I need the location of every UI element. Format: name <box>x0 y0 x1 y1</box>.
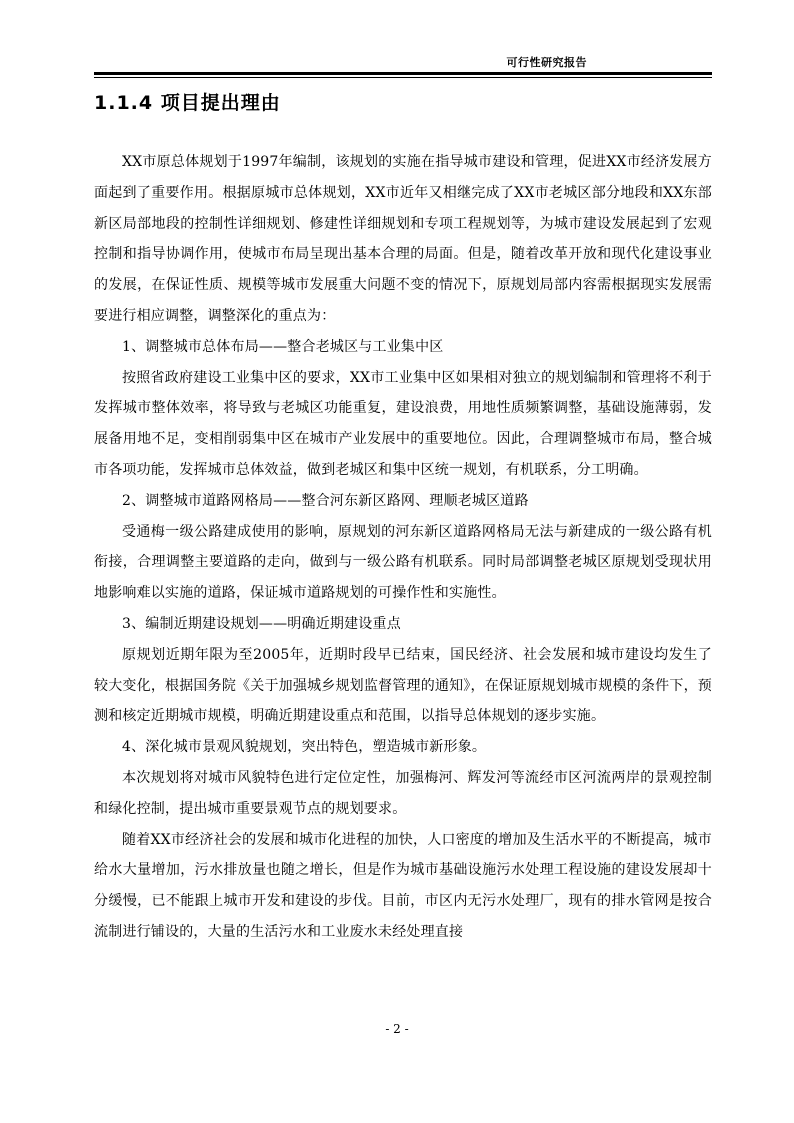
paragraph-item-4: 本次规划将对城市风貌特色进行定位定性，加强梅河、辉发河等流经市区河流两岸的景观控制和绿化控制，提出城市重要景观节点的规划要求。 <box>94 769 712 817</box>
paragraph-item-3: 原规划近期年限为至2005年，近期时段早已结束，国民经济、社会发展和城市建设均发生了较大变化，根据国务院《关于加强城乡规划监督管理的通知》，在保证原规划城市规模的条件下，预测和核定近期城市规模，明确近期建设重点和范围，以指导总体规划的逐步实施。 <box>94 646 712 725</box>
list-item-1-heading: 1、调整城市总体布局——整合老城区与工业集中区 <box>122 338 444 355</box>
running-header-title: 可行性研究报告 <box>506 56 587 69</box>
list-item-2-heading: 2、调整城市道路网格局——整合河东新区路网、理顺老城区道路 <box>122 492 529 509</box>
page-number: - 2 - <box>385 1022 409 1036</box>
paragraph-item-2: 受通梅一级公路建成使用的影响，原规划的河东新区道路网格局无法与新建成的一级公路有机衔接，合理调整主要道路的走向，做到与一级公路有机联系。同时局部调整老城区原规划受现状用地影响难以实施的道路，保证城市道路规划的可操作性和实施性。 <box>94 523 712 602</box>
section-title: 1.1.4 项目提出理由 <box>94 92 281 114</box>
list-item-4-heading: 4、深化城市景观风貌规划，突出特色，塑造城市新形象。 <box>122 739 487 756</box>
body-content <box>94 147 712 948</box>
paragraph-item-1: 按照省政府建设工业集中区的要求，XX市工业集中区如果相对独立的规划编制和管理将不利于发挥城市整体效率，将导致与老城区功能重复，建设浪费，用地性质频繁调整，基础设施薄弱，发展备用地不足，变相削弱集中区在城市产业发展中的重要地位。因此，合理调整城市布局，整合城市各项功能，发挥城市总体效益，做到老城区和集中区统一规划，有机联系，分工明确。 <box>94 369 712 478</box>
paragraph-intro: XX市原总体规划于1997年编制，该规划的实施在指导城市建设和管理，促进XX市经济发展方面起到了重要作用。根据原城市总体规划，XX市近年又相继完成了XX市老城区部分地段和XX东部新区局部地段的控制性详细规划、修建性详细规划和专项工程规划等，为城市建设发展起到了宏观控制和指导协调作用，使城市布局呈现出基本合理的局面。但是，随着改革开放和现代化建设事业的发展，在保证性质、规模等城市发展重大问题不变的情况下，原规划局部内容需根据现实发展需要进行相应调整，调整深化的重点为： <box>94 154 712 324</box>
paragraph-sewage: 随着XX市经济社会的发展和城市化进程的加快，人口密度的增加及生活水平的不断提高，城市给水大量增加，污水排放量也随之增长，但是作为城市基础设施污水处理工程设施的建设发展却十分缓慢，已不能跟上城市开发和建设的步伐。目前，市区内无污水处理厂，现有的排水管网是按合流制进行铺设的，大量的生活污水和工业废水未经处理直接 <box>94 831 712 940</box>
list-item-3-heading: 3、编制近期建设规划——明确近期建设重点 <box>122 615 401 632</box>
header-rule-thin <box>94 77 712 78</box>
header-rule-thick <box>94 72 712 75</box>
